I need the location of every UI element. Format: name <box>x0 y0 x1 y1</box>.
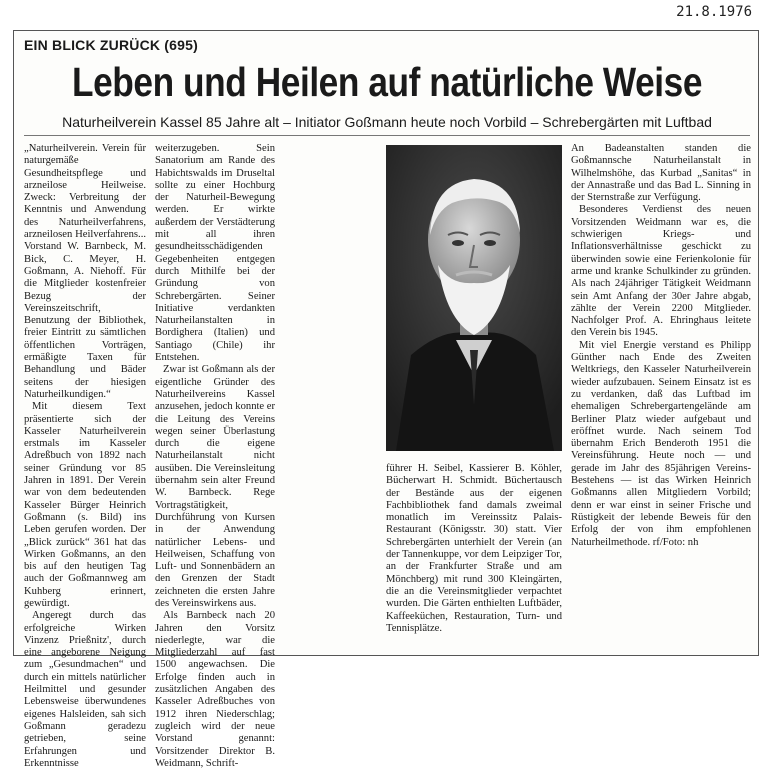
portrait-photo <box>386 145 562 451</box>
newspaper-clipping <box>13 30 759 769</box>
series-label: EIN BLICK ZURÜCK (695) <box>24 37 198 53</box>
paragraph: weiterzugeben. Sein Sanatorium am Rande des Habichtswalds im Druseltal sollte zu einer Hochburg der Naturheil-Bewegung werden. Er wirkte außerdem der Verstädterung mit all ihren gesundheitsschädigenden Gegebenheiten entgegen durch Mithilfe bei der Gründung von Schrebergärten. Seiner Initiative verdankten Naturheilanstalten in Bordighera (Italien) und Santiago (Chile) ihr Entstehen. <box>155 143 275 364</box>
paragraph: An Badeanstalten standen die Goßmannsche Naturheilanstalt in Wilhelmshöhe, das Kurbad „Sanitas“ in der Annastraße und das Bad L. Sinning in der Sternstraße zur Verfügung. <box>571 143 751 204</box>
column-2 <box>155 143 276 769</box>
headline: Leben und Heilen auf natürliche Weise <box>71 59 703 105</box>
paragraph: Angeregt durch das erfolgreiche Wirken Vinzenz Prießnitz', durch eine angeborene Neigung zum „Gesundmachen“ und durch ein mittels natürlicher Heilmittel und gesunder Lebensweise überwundenes eigenes Halsleiden, sah sich Goßmann geradezu getrieben, seine Erfahrungen und Erkenntnisse <box>24 610 146 769</box>
date-stamp: 21.8.1976 <box>676 4 752 20</box>
paragraph: führer H. Seibel, Kassierer B. Köhler, Bücherwart H. Schmidt. Büchertausch der Bestände aus der eigenen Fachbibliothek fand damals zweimal monatlich im Vereinssitz Palais-Restaurant (Königsstr. 30) statt. Vier Schrebergärten unterhielt der Verein (an der Tannenkuppe, vor dem Leipziger Tor, an der Frankfurter Straße und am Mönchberg) mit rund 300 Kleingärten, die an die Vereinsmitglieder verpachtet wurden. Die Gärten enthielten Luftbäder, Kaffeeküchen, Restauration, Turn- und Tennisplätze. <box>386 463 562 634</box>
paragraph: Als Barnbeck nach 20 Jahren den Vorsitz niederlegte, war die Mitgliederzahl auf fast 1500 angewachsen. Die Erfolge finden auch in zusätzlichen Angaben des Kasseler Adreßbuches von 1912 ihren Niederschlag; zugleich wird der neue Vorstand genannt: Vorsitzender Direktor B. Weidmann, Schrift- <box>155 610 275 769</box>
column-3 <box>386 463 562 648</box>
paragraph: Besonderes Verdienst des neuen Vorsitzenden Weidmann war es, die schwierigen Kriegs- und Inflationsverhältnisse geschickt zu überwinden sowie eine Ferienkolonie für arme und kranke Schulkinder zu gründen. Als nach 24jähriger Tätigkeit Weidmann sein Amt Anfang der 30er Jahre abgab, zählte der Verein 2200 Mitglieder. Nachfolger Prof. A. Ehringhaus leitete den Verein bis 1945. <box>571 204 751 339</box>
paragraph: „Naturheilverein. Verein für naturgemäße Gesundheitspflege und arzneilose Heilweise. Zweck: Verbreitung der Kenntnis und Anwendung des Naturheilverfahrens, arzneilosen Heilverfahrens... Vorstand W. Barnbeck, M. Bick, C. Meyer, H. Goßmann, A. Niehoff. Für die Mitglieder kostenfreier Bezug der Vereinszeitschrift, Benutzung der Bibliothek, freier Eintritt zu sämtlichen öffentlichen Vorträgen, ermäßigte Taxen für Behandlung und Bäder seitens der hiesigen Naturheilkundigen.“ <box>24 143 146 400</box>
column-4 <box>571 143 751 648</box>
paragraph: Mit viel Energie verstand es Philipp Günther nach Ende des Zweiten Weltkriegs, den Kasseler Naturheilverein wieder aufzubauen. Seinem Einsatz ist es zu verdanken, daß das Luftbad im ehemaligen Schrebergartengelände am Berliner Platz wieder aufgebaut und eröffnet wurde. Nach seinem Tod übernahm Erich Benderoth 1951 die Vereinsführung. Heute noch — und gerade im Jahr des 85jährigen Vereins-Bestehens — ist das Wirken Heinrich Goßmanns allen Mitgliedern Vorbild; denn er war einst in seiner Frische und Rüstigkeit der lebende Beweis für den Erfolg der von ihm empfohlenen Naturheilmethode. rf/Foto: nh <box>571 339 751 548</box>
divider <box>24 135 750 136</box>
paragraph: Mit diesem Text präsentierte sich der Kasseler Naturheilverein erstmals im Kasseler Adreßbuch von 1892 nach seiner Gründung vor 85 Jahren in 1891. Der Verein war von dem bedeutenden Kasseler Bürger Heinrich Goßmann (s. Bild) ins Leben gerufen worden. Der „Blick zurück“ 361 hat das Wirken Goßmanns, an den bis auf den heutigen Tag auch der Goßmannweg am Kuhberg erinnert, gewürdigt. <box>24 401 146 609</box>
subheadline: Naturheilverein Kassel 85 Jahre alt – Initiator Goßmann heute noch Vorbild – Schrebergärten mit Luftbad <box>62 114 712 130</box>
paragraph: Zwar ist Goßmann als der eigentliche Gründer des Naturheilvereins Kassel anzusehen, jedoch konnte er die Leitung des Vereins wegen seiner Überlastung durch die eigene Naturheilanstalt nicht ausüben. Die Vereinsleitung übernahm sein alter Freund W. Barnbeck. Rege Vortragstätigkeit, Durchführung von Kursen in der Anwendung natürlicher Lebens- und Heilweisen, Schaffung von Luft- und Sonnenbädern an den Grenzen der Stadt zeichneten die ersten Jahre des Vereinswirkens aus. <box>155 364 276 609</box>
column-1 <box>24 143 146 769</box>
